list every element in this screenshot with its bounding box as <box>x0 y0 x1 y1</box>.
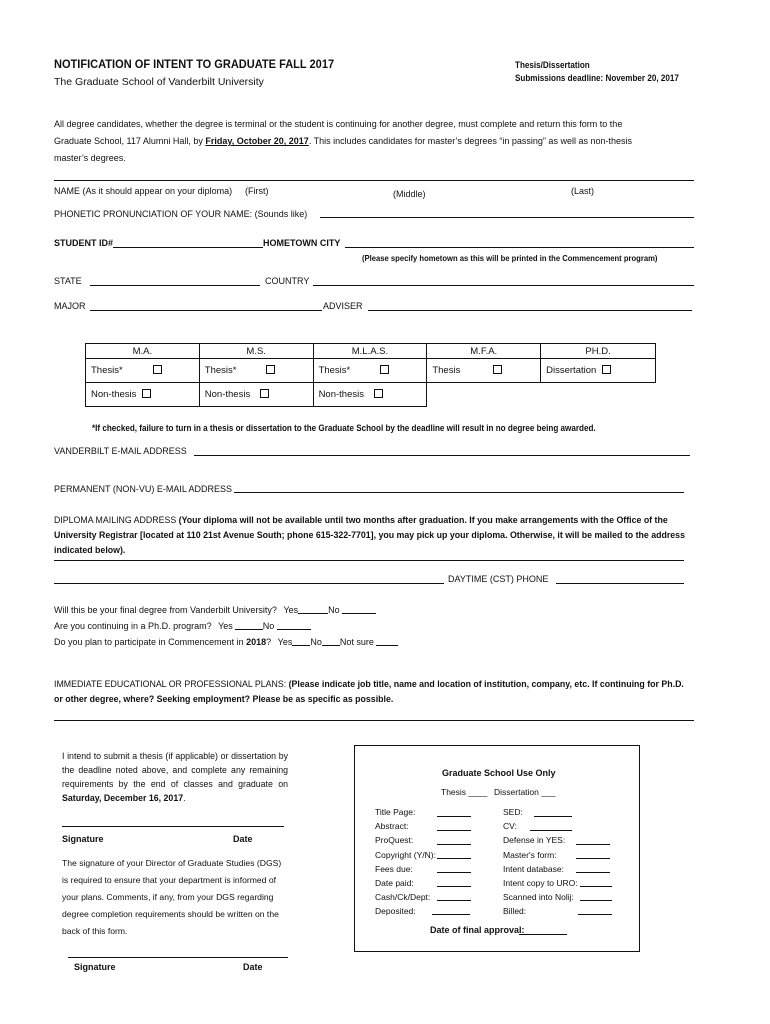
office-field: SED: <box>503 807 523 817</box>
office-blank[interactable] <box>437 872 471 873</box>
degree-option <box>199 359 313 383</box>
q3-no-blank[interactable] <box>322 645 340 646</box>
student-id-label: STUDENT ID# <box>54 238 114 248</box>
intent-end: . <box>183 793 186 803</box>
middle-name-label: (Middle) <box>393 189 426 199</box>
yes-label: Yes <box>218 621 233 631</box>
option-label: Dissertation <box>546 365 597 376</box>
thesis-warning: *If checked, failure to turn in a thesis or dissertation to the Graduate School by the deadline will result in no degree being awarded. <box>92 423 596 433</box>
yes-label: Yes <box>283 605 299 615</box>
degree-option <box>427 359 541 383</box>
intro-text-2: . This includes candidates for master’s degrees “in passing” as well as non-thesis master’s degrees. <box>54 136 632 163</box>
vu-email-input-line[interactable] <box>194 455 690 456</box>
question-text: Will this be your final degree from Vanderbilt University? <box>54 605 277 615</box>
state-input-line[interactable] <box>90 285 260 286</box>
office-blank[interactable] <box>576 872 610 873</box>
country-input-line[interactable] <box>313 285 694 286</box>
question-commencement <box>54 637 398 647</box>
degree-header: M.S. <box>199 344 313 359</box>
degree-option <box>313 383 427 407</box>
plans-label: IMMEDIATE EDUCATIONAL OR PROFESSIONAL PLANS: <box>54 679 289 689</box>
degree-header: M.A. <box>86 344 200 359</box>
office-blank[interactable] <box>437 816 471 817</box>
phonetic-input-line[interactable] <box>320 217 694 218</box>
option-label: Thesis* <box>91 365 123 376</box>
intro-paragraph <box>54 116 654 167</box>
option-label: Non-thesis <box>204 389 251 400</box>
option-label: Non-thesis <box>318 389 364 400</box>
hometown-note: (Please specify hometown as this will be printed in the Commencement program) <box>362 253 658 263</box>
option-label: Thesis* <box>204 365 237 376</box>
degree-option <box>199 383 313 407</box>
dgs-signature-label: Signature <box>74 962 116 972</box>
office-field: Date paid: <box>375 878 414 889</box>
not-sure-label: Not sure <box>339 637 374 647</box>
address-line-2[interactable] <box>54 583 444 584</box>
q2-yes-blank[interactable] <box>235 629 263 630</box>
office-use-title: Graduate School Use Only <box>442 768 556 778</box>
form-title: NOTIFICATION OF INTENT TO GRADUATE FALL 2017 <box>54 57 335 71</box>
divider <box>54 180 694 181</box>
q1-yes-blank[interactable] <box>298 613 328 614</box>
dgs-statement: The signature of your Director of Graduate Studies (DGS) is required to ensure that your department is informed of your plans. Comments, if any, from your DGS regarding degree completion requirements should be written on the back of this form. <box>62 858 282 936</box>
state-label: STATE <box>54 276 82 286</box>
permanent-email-input-line[interactable] <box>234 492 684 493</box>
intent-text: I intend to submit a thesis (if applicable) or dissertation by the deadline noted above, and complete any remaining requirements by the end of classes and graduate on <box>62 751 288 789</box>
office-field: CV: <box>503 821 517 832</box>
degree-row-nonthesis <box>86 383 656 407</box>
office-field: Master's form: <box>503 849 557 860</box>
question-text: Are you continuing in a Ph.D. program? <box>54 621 212 631</box>
adviser-label: ADVISER <box>323 301 363 311</box>
major-input-line[interactable] <box>90 310 322 311</box>
country-label: COUNTRY <box>265 276 310 286</box>
office-field: Copyright (Y/N): <box>375 849 436 860</box>
mfa-thesis-checkbox[interactable] <box>493 365 502 374</box>
commencement-year: 2018 <box>246 637 267 647</box>
office-field: Intent copy to URO: <box>503 878 578 889</box>
plans-paragraph <box>54 677 684 707</box>
student-id-input-line[interactable] <box>113 247 263 248</box>
office-field: Abstract: <box>375 821 409 832</box>
degree-header-row <box>86 344 656 359</box>
hometown-label: HOMETOWN CITY <box>263 238 341 248</box>
vu-email-label: VANDERBILT E-MAIL ADDRESS <box>54 446 187 456</box>
office-field: Cash/Ck/Dept: <box>375 892 431 903</box>
degree-header: M.F.A. <box>427 344 541 359</box>
degree-option <box>541 359 656 383</box>
office-blank[interactable] <box>580 886 612 887</box>
no-label: No <box>328 605 340 615</box>
degree-option <box>86 383 200 407</box>
office-blank[interactable] <box>534 816 572 817</box>
diploma-label: DIPLOMA MAILING ADDRESS <box>54 515 179 525</box>
dgs-date-label: Date <box>243 962 263 972</box>
office-field: Title Page: <box>375 807 416 817</box>
plans-input-line[interactable] <box>54 720 694 721</box>
student-signature-line[interactable] <box>62 826 284 827</box>
ma-thesis-checkbox[interactable] <box>153 365 162 374</box>
phone-label: DAYTIME (CST) PHONE <box>448 574 549 584</box>
office-blank[interactable] <box>437 844 471 845</box>
thesis-label: Thesis/Dissertation <box>515 60 590 70</box>
student-signature-label: Signature <box>62 834 104 844</box>
q3-notsure-blank[interactable] <box>376 645 398 646</box>
dgs-signature-line[interactable] <box>68 957 288 958</box>
diploma-note: (Your diploma will not be available until two months after graduation. If you make arrangements with the Office of the University Registrar [located at 110 21st Avenue South; phone 615-322-7701], you may pick up your diploma. Otherwise, it will be mailed to the address indicated below). <box>54 515 685 555</box>
office-blank[interactable] <box>576 844 610 845</box>
q2-no-blank[interactable] <box>277 629 311 630</box>
office-blank[interactable] <box>530 830 572 831</box>
option-label: Thesis* <box>318 365 351 376</box>
office-field: Scanned into Nolij: <box>503 892 574 903</box>
intro-text-1: All degree candidates, whether the degree is terminal or the student is continuing for another degree, must complete and return this form to the Graduate School, 117 Alumni Hall, by <box>54 119 623 146</box>
no-label: No <box>262 621 275 631</box>
degree-header: M.L.A.S. <box>313 344 427 359</box>
ma-nonthesis-checkbox[interactable] <box>142 389 151 398</box>
office-blank[interactable] <box>437 830 471 831</box>
first-name-label: (First) <box>245 186 269 196</box>
phone-input-line[interactable] <box>556 583 684 584</box>
office-right-labels <box>503 805 583 919</box>
degree-option <box>86 359 200 383</box>
intro-deadline-date: Friday, October 20, 2017 <box>205 136 309 146</box>
phd-dissertation-checkbox[interactable] <box>602 365 611 374</box>
office-field: ProQuest: <box>375 835 414 846</box>
last-name-label: (Last) <box>571 186 595 196</box>
option-label: Non-thesis <box>91 389 137 400</box>
adviser-input-line[interactable] <box>368 310 692 311</box>
degree-row-thesis <box>86 359 656 383</box>
question-text: Do you plan to participate in Commencement in <box>54 637 247 647</box>
permanent-email-label: PERMANENT (NON-VU) E-MAIL ADDRESS <box>54 484 233 494</box>
mlas-thesis-checkbox[interactable] <box>380 365 389 374</box>
question-phd <box>54 621 311 631</box>
graduation-date: Saturday, December 16, 2017 <box>62 793 184 803</box>
office-field: Billed: <box>503 906 527 917</box>
office-field: Defense in YES: <box>503 835 566 846</box>
degree-header: PH.D. <box>541 344 656 359</box>
degree-table <box>85 343 656 407</box>
diploma-paragraph <box>54 513 694 558</box>
degree-option <box>313 359 427 383</box>
final-approval-label: Date of final approval: <box>430 925 525 935</box>
hometown-input-line[interactable] <box>345 247 694 248</box>
mlas-nonthesis-checkbox[interactable] <box>374 389 383 398</box>
office-field: Deposited: <box>375 906 416 917</box>
office-blank[interactable] <box>437 900 471 901</box>
intent-statement <box>62 749 288 805</box>
address-line-1[interactable] <box>54 560 684 561</box>
submission-deadline: Submissions deadline: November 20, 2017 <box>515 73 679 83</box>
yes-label: Yes <box>277 637 293 647</box>
plans-note: (Please indicate job title, name and location of institution, company, etc. If continuing for Ph.D. or other degree, where? Seeking employment? Please be as specific as possible. <box>54 679 684 704</box>
ms-nonthesis-checkbox[interactable] <box>260 389 269 398</box>
q1-no-blank[interactable] <box>342 613 376 614</box>
major-label: MAJOR <box>54 301 86 311</box>
question-mark: ? <box>266 637 272 647</box>
office-blank[interactable] <box>437 858 471 859</box>
office-blank[interactable] <box>576 858 610 859</box>
phonetic-label: PHONETIC PRONUNCIATION OF YOUR NAME: (Sounds like) <box>54 209 308 219</box>
office-blank[interactable] <box>580 900 612 901</box>
office-blank[interactable] <box>437 886 471 887</box>
student-date-label: Date <box>233 834 253 844</box>
office-left-labels <box>375 805 450 919</box>
name-label: NAME (As it should appear on your diploma) <box>54 186 233 196</box>
ms-thesis-checkbox[interactable] <box>266 365 275 374</box>
office-dissertation: Dissertation ___ <box>494 787 556 797</box>
office-blank[interactable] <box>578 914 612 915</box>
office-thesis: Thesis ____ <box>441 787 488 797</box>
question-final-degree <box>54 605 376 615</box>
office-field: Fees due: <box>375 863 413 874</box>
final-approval-blank[interactable] <box>519 934 567 935</box>
no-label: No <box>310 637 322 647</box>
q3-yes-blank[interactable] <box>292 645 310 646</box>
option-label: Thesis <box>432 365 461 376</box>
office-blank[interactable] <box>432 914 470 915</box>
office-field: Intent database: <box>503 863 564 874</box>
school-name: The Graduate School of Vanderbilt University <box>54 76 264 88</box>
